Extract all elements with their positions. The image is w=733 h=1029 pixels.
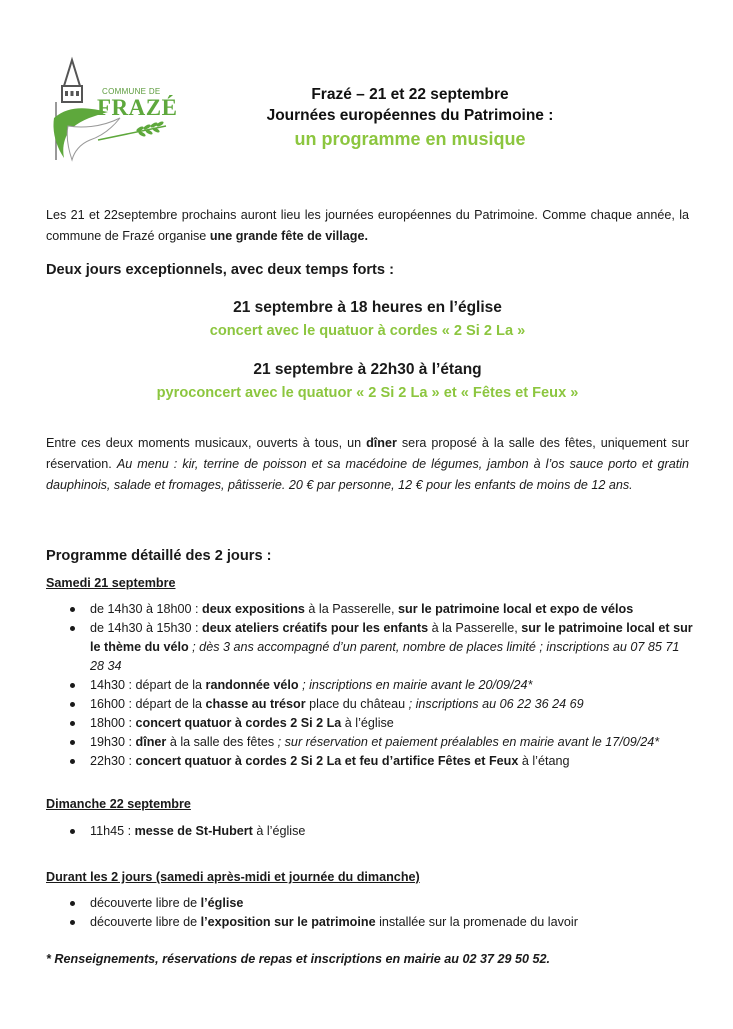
list-item: de 14h30 à 18h00 : deux expositions à la Passerelle, sur le patrimoine local et expo de vélos xyxy=(46,600,696,619)
dinner-bold: dîner xyxy=(366,436,397,450)
list-item: 16h00 : départ de la chasse au trésor place du château ; inscriptions au 06 22 36 24 69 xyxy=(46,695,696,714)
logo-text-fraze: FRAZÉ xyxy=(97,95,178,120)
both-days-list xyxy=(46,894,696,932)
header-title: Frazé – 21 et 22 septembre xyxy=(311,86,509,103)
bullet-icon xyxy=(70,683,75,688)
list-item: 19h30 : dîner à la salle des fêtes ; sur réservation et paiement préalables en mairie avant le 17/09/24* xyxy=(46,733,696,752)
list-item: 18h00 : concert quatuor à cordes 2 Si 2 La à l’église xyxy=(46,714,696,733)
list-item: 11h45 : messe de St-Hubert à l’église xyxy=(46,822,696,841)
bullet-icon xyxy=(70,702,75,707)
footer-note: * Renseignements, réservations de repas et inscriptions en mairie au 02 37 29 50 52. xyxy=(46,952,550,966)
header-subtitle: Journées européennes du Patrimoine : xyxy=(266,107,554,124)
event2-title: 21 septembre à 22h30 à l’étang xyxy=(253,361,482,378)
both-days-title: Durant les 2 jours (samedi après-midi et journée du dimanche) xyxy=(46,870,420,884)
saturday-list xyxy=(46,600,696,771)
bullet-icon xyxy=(70,920,75,925)
dinner-pre: Entre ces deux moments musicaux, ouverts à tous, un xyxy=(46,436,367,450)
dinner-post: sera proposé à la salle des fêtes, uniquement sur réservation. xyxy=(46,436,690,471)
saturday-title: Samedi 21 septembre xyxy=(46,576,176,590)
header-tagline: un programme en musique xyxy=(294,129,526,149)
document-header xyxy=(250,84,570,152)
bullet-icon xyxy=(70,607,75,612)
list-item: de 14h30 à 15h30 : deux ateliers créatifs pour les enfants à la Passerelle, sur le patrimoine local et sur le thème du vélo ; dès 3 ans accompagné d’un parent, nombre de places limité ; inscriptions au 07 85 71 28 34 xyxy=(46,619,696,676)
bullet-icon xyxy=(70,901,75,906)
intro-text: Les 21 et 22septembre prochains auront lieu les journées européennes du Patrimoine. Comme chaque année, la commune de Frazé organise xyxy=(46,208,689,243)
bullet-icon xyxy=(70,740,75,745)
sunday-title: Dimanche 22 septembre xyxy=(46,797,191,811)
logo-text-commune: COMMUNE DE xyxy=(102,87,161,96)
program-title: Programme détaillé des 2 jours : xyxy=(46,548,272,564)
event1-title: 21 septembre à 18 heures en l’église xyxy=(233,299,502,316)
bullet-icon xyxy=(70,721,75,726)
dinner-menu: Au menu : kir, terrine de poisson et sa macédoine de légumes, jambon à l’os sauce porto et gratin dauphinois, salade et fromages, pâtisserie. 20 € par personne, 12 € pour les enfants de moins de 12 ans. xyxy=(46,457,689,492)
highlights-title: Deux jours exceptionnels, avec deux temps forts : xyxy=(46,262,394,278)
list-item: 22h30 : concert quatuor à cordes 2 Si 2 La et feu d’artifice Fêtes et Feux à l’étang xyxy=(46,752,696,771)
list-item: découverte libre de l’exposition sur le patrimoine installée sur la promenade du lavoir xyxy=(46,913,696,932)
bullet-icon xyxy=(70,829,75,834)
list-item: découverte libre de l’église xyxy=(46,894,696,913)
list-item: 14h30 : départ de la randonnée vélo ; inscriptions en mairie avant le 20/09/24* xyxy=(46,676,696,695)
event2-subtitle: pyroconcert avec le quatuor « 2 Si 2 La » et « Fêtes et Feux » xyxy=(156,385,579,401)
intro-bold: une grande fête de village. xyxy=(209,229,368,243)
bullet-icon xyxy=(70,759,75,764)
intro-paragraph xyxy=(46,205,689,247)
bullet-icon xyxy=(70,626,75,631)
dinner-paragraph xyxy=(46,433,689,496)
sunday-list xyxy=(46,822,696,841)
event1-subtitle: concert avec le quatuor à cordes « 2 Si 2 La » xyxy=(209,323,526,339)
